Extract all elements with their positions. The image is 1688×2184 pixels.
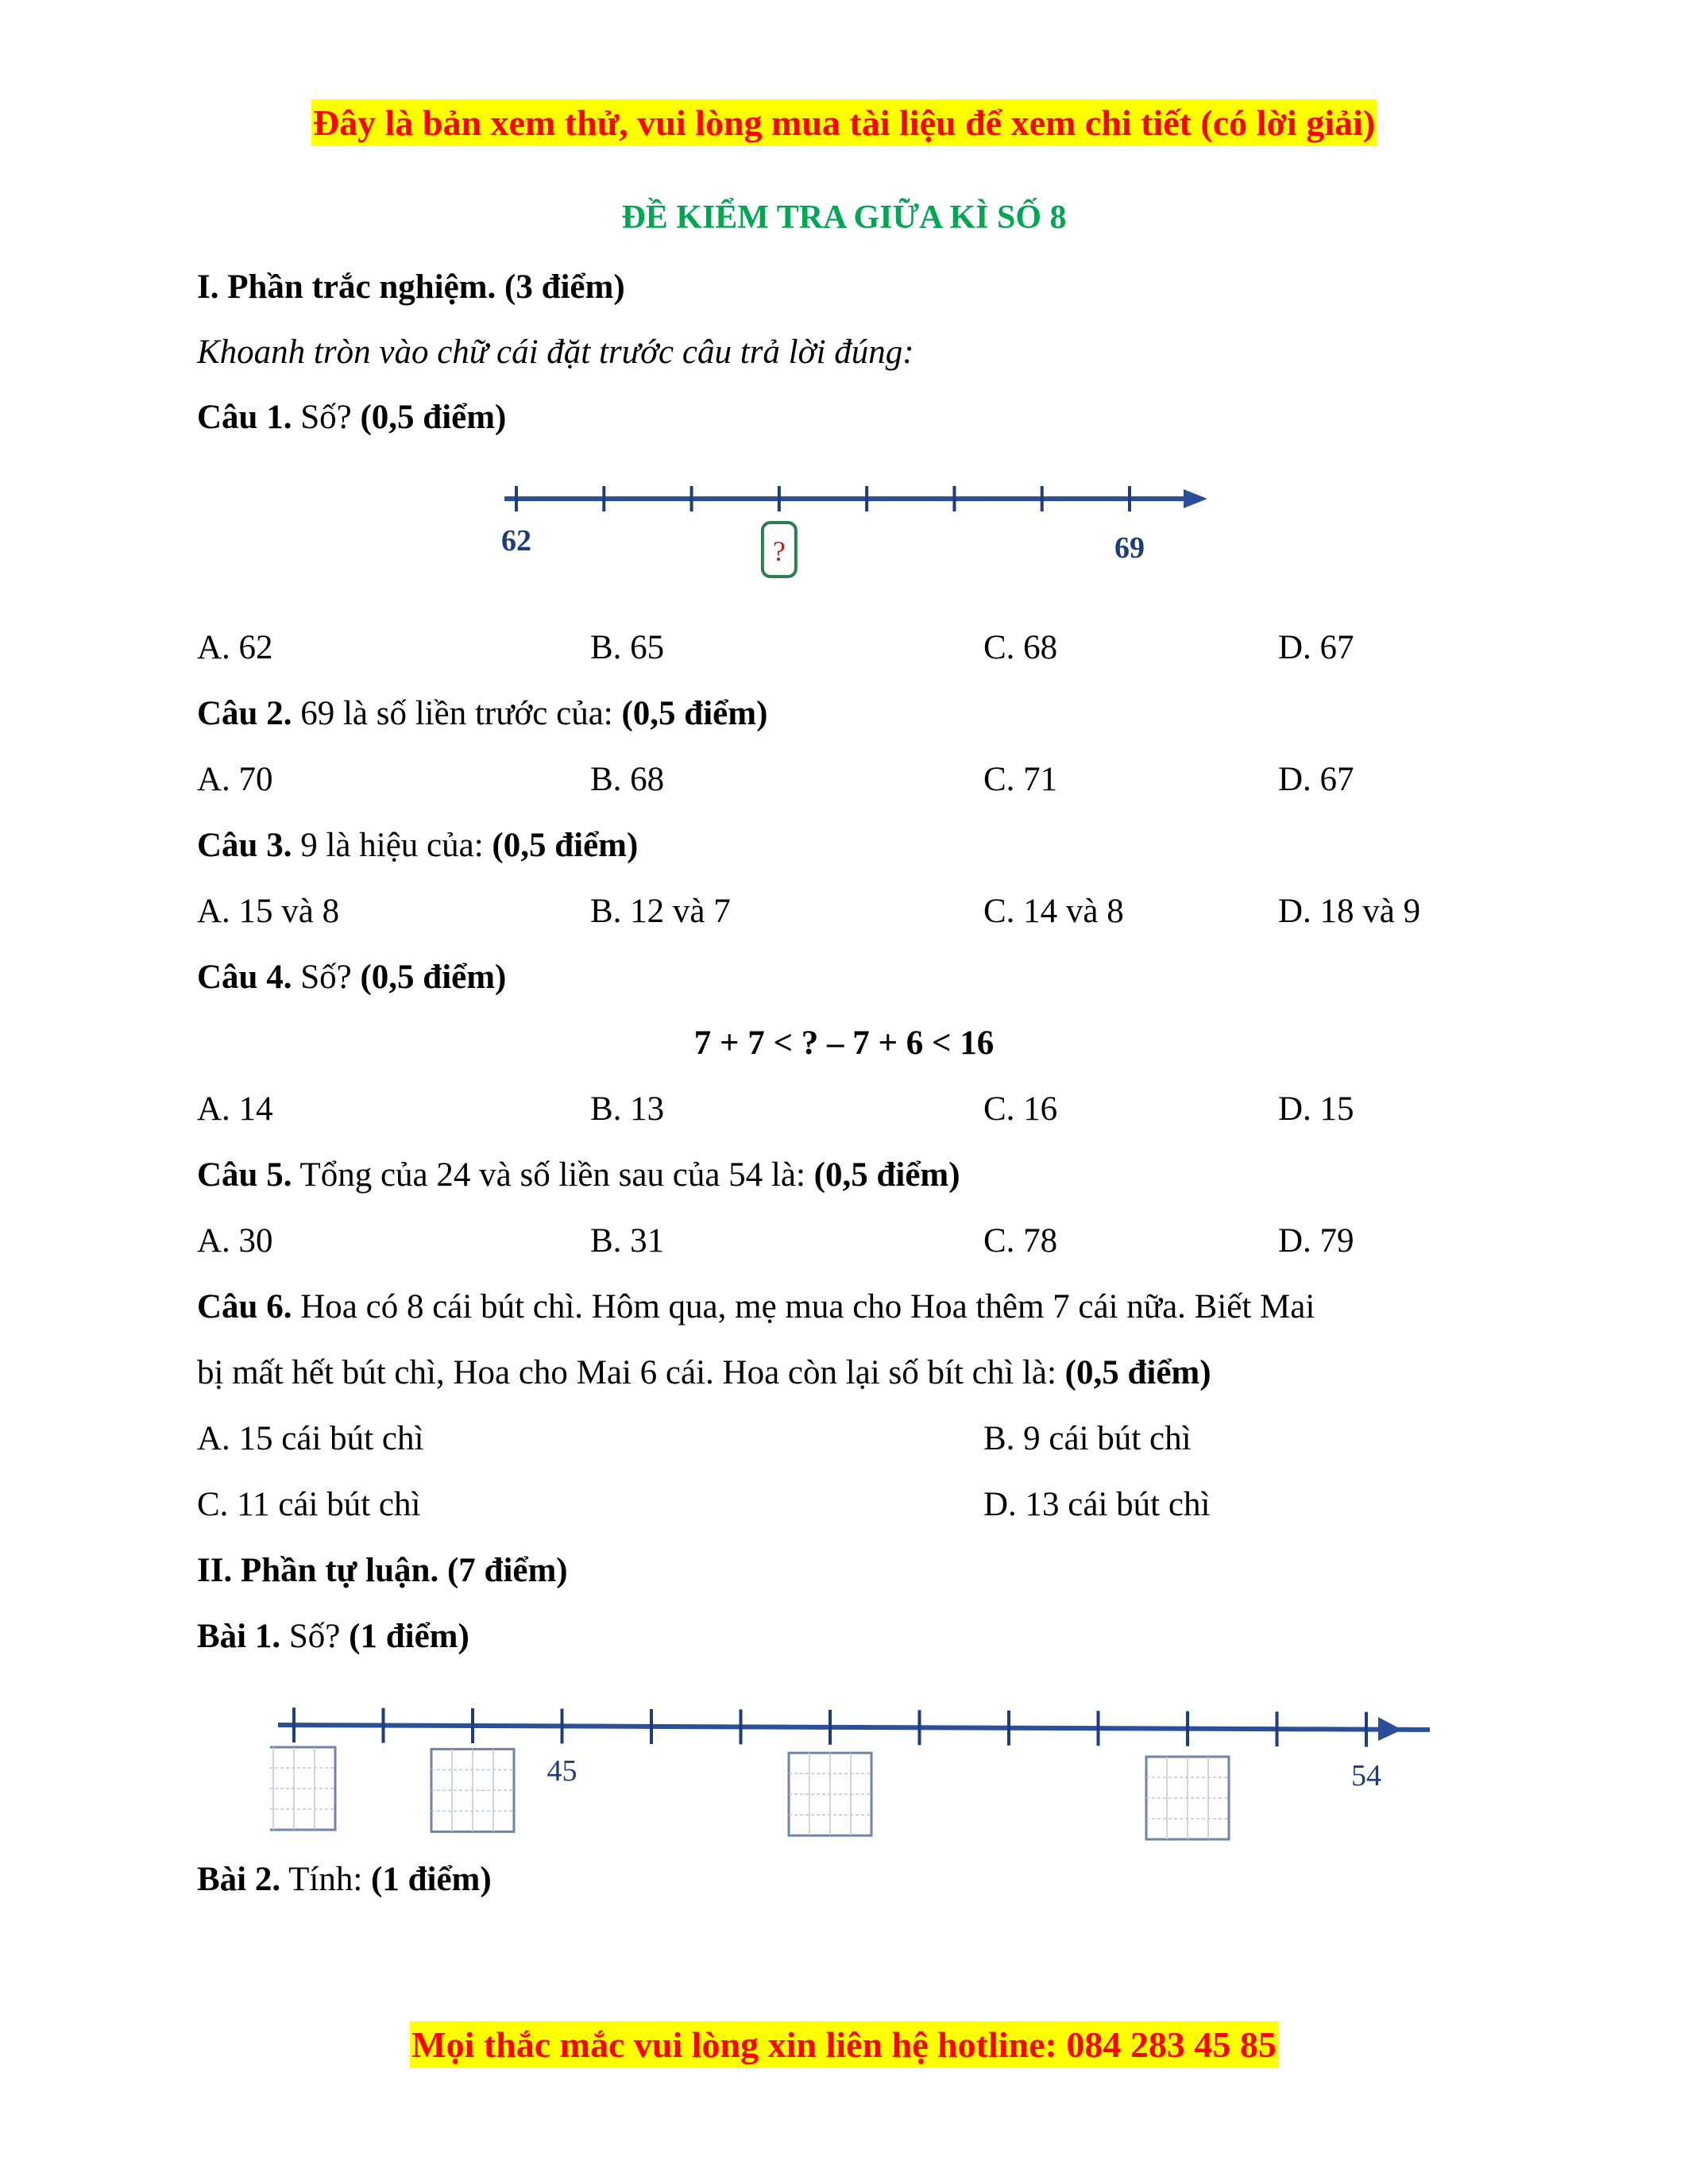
- q4-expression: 7 + 7 < ? – 7 + 6 < 16: [693, 1024, 995, 1062]
- bai1-answer-box[interactable]: [270, 1747, 335, 1830]
- bai1-prompt: [197, 1613, 469, 1661]
- bai1-points: (1 điểm): [349, 1618, 469, 1655]
- q4-text: Số?: [292, 959, 361, 996]
- bai1-arrowhead: [1378, 1717, 1402, 1741]
- q3-label: Câu 3.: [197, 827, 292, 864]
- q4-points: (0,5 điểm): [360, 959, 507, 996]
- q1-label: Câu 1.: [197, 399, 292, 436]
- bai1-text: Số?: [280, 1618, 350, 1655]
- q1-option-c[interactable]: C. 68: [983, 629, 1058, 666]
- bai1-answer-box[interactable]: [431, 1749, 514, 1831]
- section2-heading: II. Phần tự luận. (7 điểm): [197, 1552, 568, 1589]
- q1-number-line: [469, 461, 1223, 604]
- bai2-points: (1 điểm): [371, 1861, 492, 1898]
- section1-instruction: Khoanh tròn vào chữ cái đặt trước câu trả lời đúng:: [197, 334, 914, 371]
- q3-option-d[interactable]: D. 18 và 9: [1278, 893, 1421, 930]
- q3-option-a[interactable]: A. 15 và 8: [197, 893, 340, 930]
- q1-unknown-mark: ?: [772, 535, 786, 567]
- q1-label-start: 62: [501, 524, 531, 558]
- bai1-label-45: 45: [547, 1754, 577, 1788]
- q6-label: Câu 6.: [197, 1288, 292, 1325]
- q1-text: Số?: [292, 399, 361, 436]
- section1-heading: I. Phần trắc nghiệm. (3 điểm): [197, 268, 625, 306]
- q3-option-b[interactable]: B. 12 và 7: [590, 893, 731, 930]
- q1-points: (0,5 điểm): [360, 399, 507, 436]
- q3-text: 9 là hiệu của:: [292, 827, 492, 864]
- q3-points: (0,5 điểm): [492, 827, 639, 864]
- q5-text: Tổng của 24 và số liền sau của 54 là:: [292, 1156, 814, 1194]
- q4-option-d[interactable]: D. 15: [1278, 1090, 1354, 1128]
- q2-option-d[interactable]: D. 67: [1278, 761, 1354, 798]
- bai2-prompt: [197, 1856, 492, 1904]
- q2-text: 69 là số liền trước của:: [292, 695, 622, 732]
- q2-label: Câu 2.: [197, 695, 292, 732]
- q4-option-b[interactable]: B. 13: [590, 1090, 665, 1128]
- bai1-answer-box[interactable]: [789, 1753, 871, 1835]
- q1-option-a[interactable]: A. 62: [197, 629, 273, 666]
- q2-prompt: [197, 690, 767, 738]
- preview-banner: [0, 102, 1688, 144]
- q5-option-d[interactable]: D. 79: [1278, 1222, 1354, 1260]
- q1-label-end: 69: [1114, 531, 1145, 565]
- q2-option-c[interactable]: C. 71: [983, 761, 1058, 798]
- q2-points: (0,5 điểm): [621, 695, 768, 732]
- q5-prompt: [197, 1152, 960, 1199]
- q4-prompt: [197, 954, 506, 1001]
- q6-option-c[interactable]: C. 11 cái bút chì: [197, 1486, 421, 1523]
- q4-option-a[interactable]: A. 14: [197, 1090, 273, 1128]
- bai1-label-54: 54: [1351, 1759, 1381, 1792]
- q3-option-c[interactable]: C. 14 và 8: [983, 893, 1124, 930]
- q4-option-c[interactable]: C. 16: [983, 1090, 1058, 1128]
- bai2-label: Bài 2.: [197, 1861, 281, 1898]
- q2-option-b[interactable]: B. 68: [590, 761, 665, 798]
- bai1-axis: [278, 1725, 1430, 1730]
- bai1-number-line: [270, 1668, 1430, 1850]
- q5-option-c[interactable]: C. 78: [983, 1222, 1058, 1260]
- q3-prompt: [197, 822, 638, 870]
- q5-points: (0,5 điểm): [813, 1156, 960, 1194]
- bai2-text: Tính:: [280, 1861, 372, 1898]
- q2-option-a[interactable]: A. 70: [197, 761, 273, 798]
- q6-prompt-line2: [197, 1349, 1211, 1397]
- q5-option-b[interactable]: B. 31: [590, 1222, 665, 1260]
- q1-option-b[interactable]: B. 65: [590, 629, 665, 666]
- q6-text-line2: bị mất hết bút chì, Hoa cho Mai 6 cái. Hoa còn lại số bít chì là:: [197, 1354, 1065, 1391]
- bai1-answer-box[interactable]: [1146, 1757, 1229, 1839]
- q6-text-line1: Hoa có 8 cái bút chì. Hôm qua, mẹ mua cho Hoa thêm 7 cái nữa. Biết Mai: [292, 1288, 1315, 1325]
- page-title: ĐỀ KIỂM TRA GIỮA KÌ SỐ 8: [621, 199, 1067, 236]
- q6-option-d[interactable]: D. 13 cái bút chì: [983, 1486, 1211, 1523]
- q1-option-d[interactable]: D. 67: [1278, 629, 1354, 666]
- hotline-text: Mọi thắc mắc vui lòng xin liên hệ hotline: 084 283 45 85: [410, 2021, 1278, 2068]
- q5-option-a[interactable]: A. 30: [197, 1222, 273, 1260]
- bai1-label: Bài 1.: [197, 1618, 281, 1655]
- q6-points: (0,5 điểm): [1064, 1354, 1211, 1391]
- hotline-footer: [0, 2024, 1688, 2066]
- preview-banner-text: Đây là bản xem thử, vui lòng mua tài liệu để xem chi tiết (có lời giải): [311, 99, 1377, 146]
- q5-label: Câu 5.: [197, 1156, 292, 1194]
- q1-prompt: [197, 394, 506, 442]
- q6-option-a[interactable]: A. 15 cái bút chì: [197, 1420, 424, 1457]
- q1-arrowhead: [1184, 489, 1207, 508]
- q6-prompt-line1: [197, 1283, 1315, 1331]
- q4-label: Câu 4.: [197, 959, 292, 996]
- q6-option-b[interactable]: B. 9 cái bút chì: [983, 1420, 1192, 1457]
